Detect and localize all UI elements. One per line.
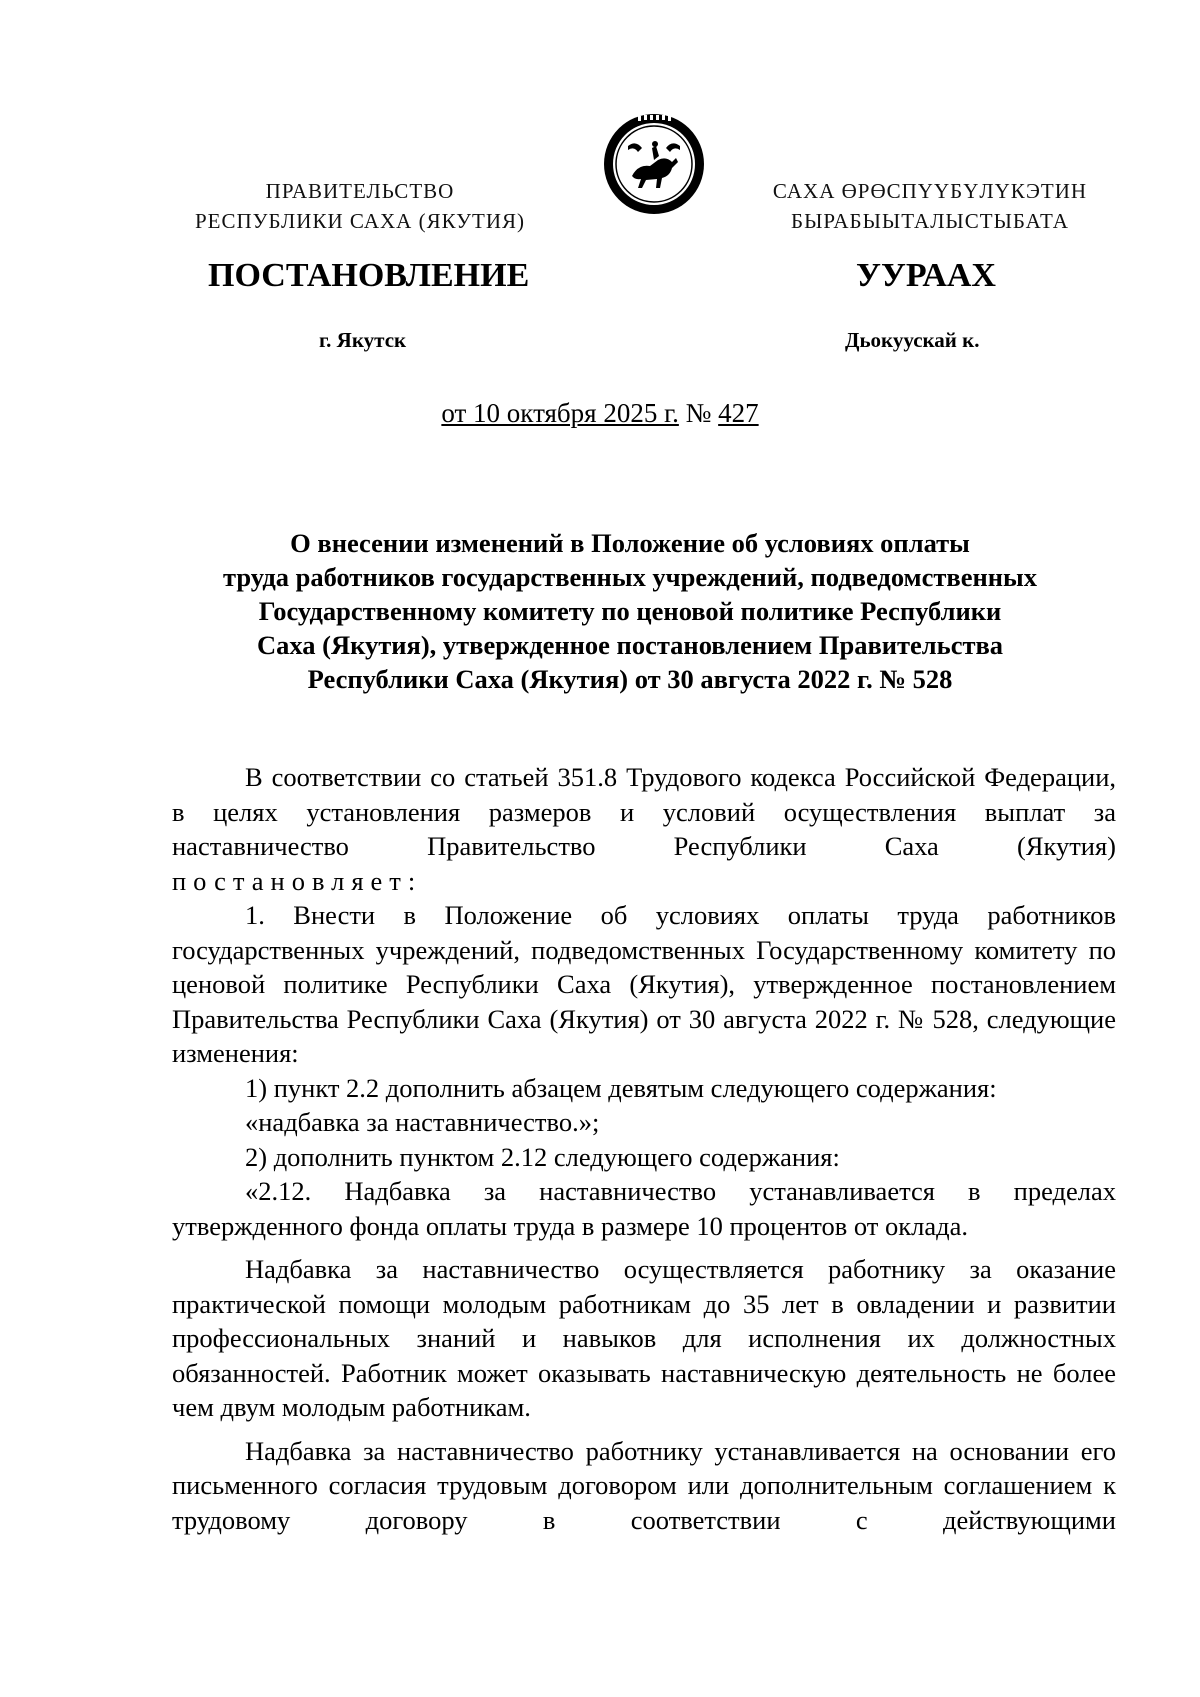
document-number: 427 [718,398,759,428]
right-org-line-2: БЫРАБЫЫТАЛЫСТЫБАТА [791,209,1069,233]
right-organization-header [730,176,1130,236]
clause-2-12-paragraph: «2.12. Надбавка за наставничество устанавливается в пределах утвержденного фонда оплаты труда в размере 10 процентов от оклада. [172,1176,1116,1241]
number-sign: № [678,398,719,428]
document-type-sakha: УУРААХ [856,257,996,294]
document-type-ru: ПОСТАНОВЛЕНИЕ [208,257,530,294]
right-org-line-1: САХА ӨРӨСПҮҮБҮЛҮКЭТИН [772,179,1088,203]
resolves-word: постановляет: [172,865,423,896]
left-organization-header [160,176,560,236]
left-org-line-2: РЕСПУБЛИКИ САХА (ЯКУТИЯ) [194,209,526,233]
document-date: от 10 октября 2025 г. [441,398,679,428]
item-1-paragraph: 1. Внести в Положение об условиях оплаты труда работников государственных учреждений, подведомственных Государственному комитету по ценовой политике Республики Саха (Якутия), утвержденное постановлением Правительства Республики Саха (Якутия) от 30 августа 2022 г. № 528, следующие изменения: [172,900,1116,1068]
title-line-3: Государственному комитету по ценовой политике Республики [258,596,1002,626]
title-line-5: Республики Саха (Якутия) от 30 августа 2022 г. № 528 [307,664,953,694]
basis-paragraph: Надбавка за наставничество работнику устанавливается на основании его письменного согласия трудовым договором или дополнительным соглашением к трудовому договору в соответствии с действующими [172,1435,1116,1535]
subitem-2-paragraph: 2) дополнить пунктом 2.12 следующего содержания: [245,1141,840,1172]
document-body [172,760,1116,1537]
title-line-1: О внесении изменений в Положение об условиях оплаты [290,528,970,558]
city-ru: г. Якутск [319,328,407,352]
coat-of-arms-icon [602,112,706,216]
title-line-4: Саха (Якутия), утвержденное постановлением Правительства [256,630,1004,660]
title-line-2: труда работников государственных учреждений, подведомственных [223,562,1037,592]
subitem-1-paragraph: 1) пункт 2.2 дополнить абзацем девятым следующего содержания: [245,1072,997,1103]
city-sakha: Дьокуускай к. [845,328,980,352]
mentorship-paragraph: Надбавка за наставничество осуществляется работнику за оказание практической помощи молодым работникам до 35 лет в овладении и развитии профессиональных знаний и навыков для исполнения их должностных обязанностей. Работник может оказывать наставническую деятельность не более чем двум молодым работникам. [172,1254,1116,1422]
left-org-line-1: ПРАВИТЕЛЬСТВО [265,179,455,203]
document-date-number [0,398,1200,429]
subitem-1-text: «надбавка за наставничество.»; [245,1107,600,1137]
document-title [160,526,1100,696]
preamble-paragraph: В соответствии со статьей 351.8 Трудового кодекса Российской Федерации, в целях установления размеров и условий осуществления выплат за наставничество Правительство Республики Саха (Якутия) [172,762,1116,861]
